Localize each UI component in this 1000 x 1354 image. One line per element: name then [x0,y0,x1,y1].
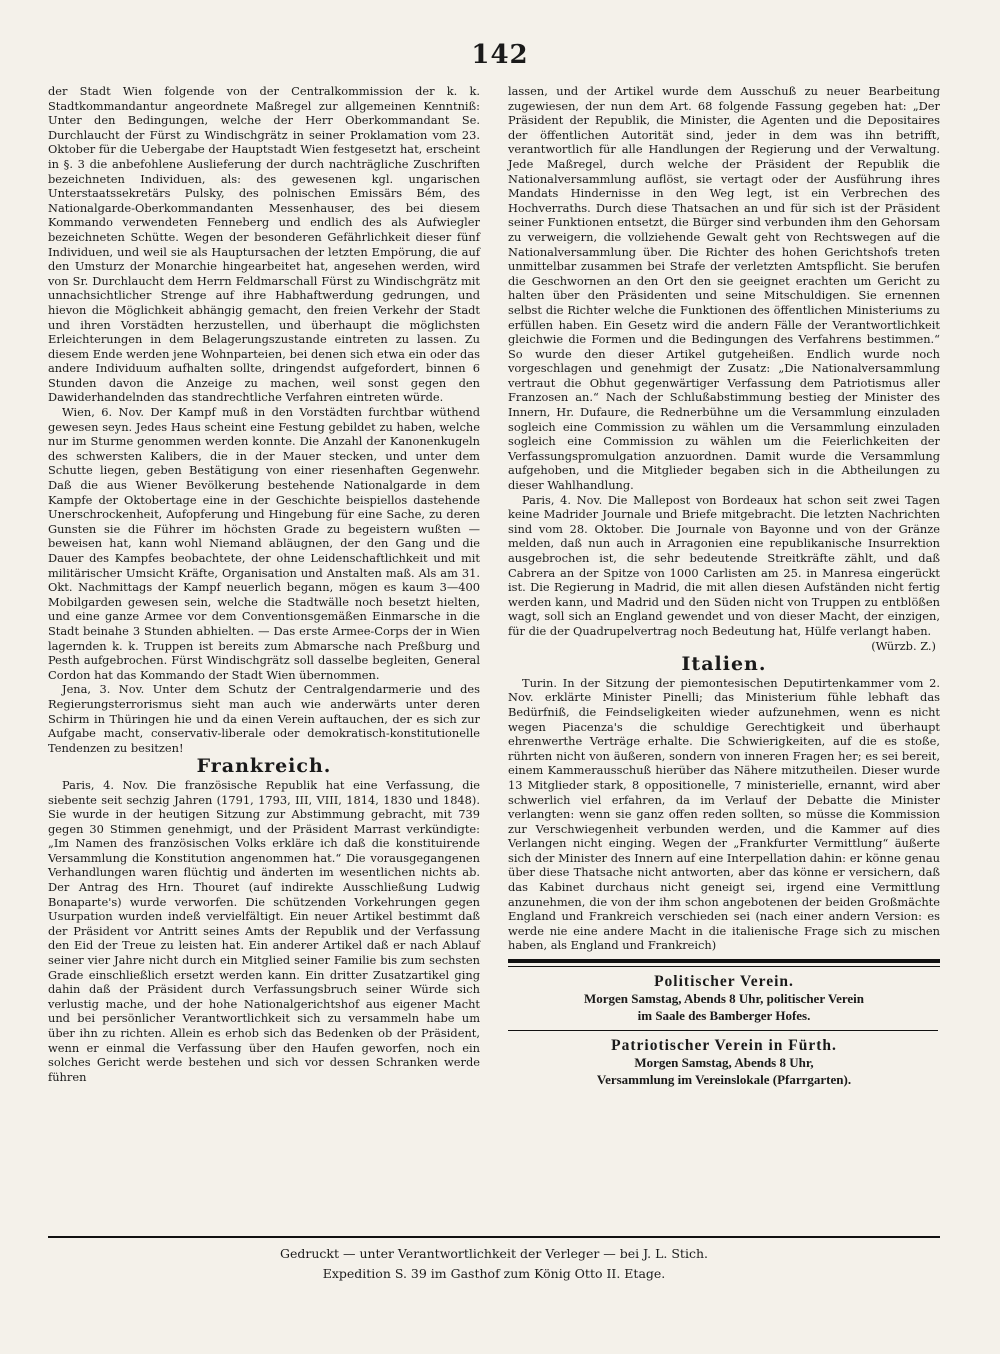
imprint-printer: Gedruckt — unter Verantwortlichkeit der Verleger — bei J. L. Stich. [280,1246,708,1261]
article-paris-continued: lassen, und der Artikel wurde dem Ausschuß zu neuer Bearbeitung zugewiesen, der nun dem Art. 68 folgende Fassung gegeben hat: „Der Präsident der Republik, die Minister, die Agenten und die Depositaires der öffentlichen Autorität sind, jeder in dem was ihn betrifft, verantwortlich für alle Handlungen der Regierung und der Verwaltung. Jede Maßregel, durch welche der Präsident der Republik die Nationalversammlung auflöst, sie vertagt oder der Ausführung ihres Mandats Hindernisse in den Weg legt, ist ein Verbrechen des Hochverraths. Durch diese Thatsachen an und für sich ist der Präsident seiner Funktionen entsetzt, die Bürger sind verbunden ihm den Gehorsam zu verweigern, die vollziehende Gewalt geht von Rechtswegen auf die Nationalversammlung über. Die Richter des hohen Gerichtshofs treten unmittelbar zusammen bei Strafe der verletzten Amtspflicht. Sie berufen die Geschwornen an den Ort den sie geeignet erachten um Gericht zu halten über den Präsidenten und seine Mitschuldigen. Sie ernennen selbst die Richter welche die Funktionen des öffentlichen Ministeriums zu erfüllen haben. Ein Gesetz wird die andern Fälle der Verantwortlichkeit gleichwie die Formen und die Bedingungen des Verfahrens bestimmen.“ So wurde den dieser Artikel gutgeheißen. Endlich wurde noch vorgeschlagen und genehmigt der Zusatz: „Die Nationalversammlung vertraut die Obhut gegenwärtiger Verfassung dem Patriotismus aller Franzosen an.“ Nach der Schlußabstimmung bestieg der Minister des Innern, Hr. Dufaure, die Rednerbühne um die Versammlung einzuladen sogleich eine Commission zu wählen um die Versammlung einzuladen sogleich eine Commission zu wählen um die Feierlichkeiten der Verfassungspromulgation anzuordnen. Damit wurde die Versammlung aufgehoben, und die Mitglieder begaben sich in die Abtheilungen zu dieser Wahlhandlung. [508,84,940,493]
page-number: 142 [471,40,529,70]
announcement-line: Morgen Samstag, Abends 8 Uhr, [634,1055,814,1071]
ad-divider-thick [508,959,940,963]
imprint-divider [48,1236,940,1238]
ad-divider-thin [508,966,940,967]
source-signature: (Würzb. Z.) [871,638,936,653]
article-vienna-nov6: Wien, 6. Nov. Der Kampf muß in den Vorstädten furchtbar wüthend gewesen seyn. Jedes Haus scheint eine Festung gebildet zu haben, welche nur im Sturme genommen werden konnte. Die Anzahl der Kanonenkugeln des schwersten Kalibers, die in der Mauer stecken, und unter dem Schutte liegen, geben Bestätigung von einer riesenhaften Gegenwehr. Daß die aus Wiener Bevölkerung bestehende Nationalgarde in dem Kampfe der Oktobertage eine in der Geschichte beispiellos dastehende Unerschrockenheit, Aufopferung und Hingebung für eine Sache, zu deren Gunsten sie die Führer im höchsten Grade zu begeistern wußten — beweisen hat, kann wohl Niemand abläugnen, der den Gang und die Dauer des Kampfes beobachtete, der ohne Leidenschaftlichkeit und mit militärischer Umsicht Kräfte, Organisation und Anstalten maß. Als am 31. Okt. Nachmittags der Kampf neuerlich begann, mögen es kaum 3—400 Mobilgarden gewesen sein, welche die Stadtwälle noch besetzt hielten, und eine ganze Armee vor dem Conventionsgemäßen Einmarsche in die Stadt beinahe 3 Stunden abhielten. — Das erste Armee-Corps der in Wien lagernden k. k. Truppen ist bereits zum Abmarsche nach Preßburg und Pesth aufgebrochen. Fürst Windischgrätz soll dasselbe begleiten, General Cordon hat das Kommando der Stadt Wien übernommen. [48,405,480,682]
right-column [508,84,940,1088]
announcement-divider [508,1030,938,1031]
article-turin: Turin. In der Sitzung der piemontesischen Deputirtenkammer vom 2. Nov. erklärte Minister Pinelli; das Ministerium fühle lebhaft das Bedürfniß, die Feindseligkeiten wieder aufzunehmen, wenn es nicht wegen Piacenza's die schuldige Gerechtigkeit und überhaupt ehrenwerthe Verträge erhalte. Die Schwierigkeiten, auf die es stoße, rührten nicht von äußeren, sondern von inneren Fragen her; es sei bereit, einem Kammerausschuß hierüber das Nähere mitzutheilen. Dieser wurde 13 Mitglieder stark, 8 oppositionelle, 7 ministerielle, ernannt, wird aber schwerlich viel erfahren, da im Verlauf der Debatte die Minister verlangten: wenn sie ganz offen reden sollten, so müsse die Kommission zur Verschwiegenheit verbunden werden, und die Kammer auf dies Verlangen nicht einging. Wegen der „Frankfurter Vermittlung“ äußerte sich der Minister des Innern auf eine Interpellation dahin: er könne genau über diese Thatsache nicht antworten, aber das könne er versichern, daß das Kabinet durchaus nicht geneigt sei, irgend eine Vermittlung anzunehmen, die von der ihm schon angebotenen der beiden Großmächte England und Frankreich verschieden sei (nach einer andern Version: es werde nie eine andere Macht in die italienische Frage sich zu mischen haben, als England und Frankreich) [508,675,940,953]
article-paris-constitution: Paris, 4. Nov. Die französische Republik hat eine Verfassung, die siebente seit sechzig Jahren (1791, 1793, III, VIII, 1814, 1830 und 1848). Sie wurde in der heutigen Sitzung zur Abstimmung gebracht, mit 739 gegen 30 Stimmen genehmigt, und der Präsident Marrast verkündigte: „Im Namen des französischen Volks erkläre ich daß die konstituirende Versammlung die Konstitution angenommen hat.“ Die vorausgegangenen Verhandlungen waren flüchtig und änderten im wesentlichen nichts ab. Der Antrag des Hrn. Thouret (auf indirekte Ausschließung Ludwig Bonaparte's) wurde verworfen. Die schützenden Vorkehrungen gegen Usurpation wurden indeß vervielfältigt. Ein neuer Artikel bestimmt daß der Präsident vor Antritt seines Amts der Republik und der Verfassung den Eid der Treue zu leisten hat. Ein anderer Artikel daß er nach Ablauf seiner vier Jahre nicht durch ein Mitglied seiner Familie bis zum sechsten Grade einschließlich ersetzt werden kann. Ein dritter Zusatzartikel ging dahin daß der Präsident durch Verfassungsbruch seiner Würde sich verlustig mache, und der hohe Nationalgerichtshof aus eigener Macht und bei persönlicher Verantwortlichkeit sich zu versammeln habe um über ihn zu richten. Allein es erhob sich das Bedenken ob der Präsident, wenn er einmal die Verfassung über den Haufen geworfen, noch ein solches Gericht werde bestehen und sich vor dessen Schranken werde führen [48,777,480,1084]
announcement-line: Morgen Samstag, Abends 8 Uhr, politischer Verein [583,991,864,1007]
announcement-line: Versammlung im Vereinslokale (Pfarrgarten). [596,1072,852,1088]
article-vienna-proclamation: der Stadt Wien folgende von der Centralkommission der k. k. Stadtkommandantur angeordnete Maßregel zur allgemeinen Kenntniß: Unter den Bedingungen, welche der Herr Oberkommandant Se. Durchlaucht der Fürst zu Windischgrätz in seiner Proklamation vom 23. Oktober für die Uebergabe der Hauptstadt Wien festgesetzt hat, erscheint in §. 3 die anbefohlene Auslieferung der durch nachträgliche Zuschriften bezeichneten Individuen, als: des gewesenen kgl. ungarischen Unterstaatssekretärs Pulsky, des polnischen Emissärs Bém, des Nationalgarde-Oberkommandanten Messenhauser, des bei diesem Kommando verwendeten Fenneberg und endlich des als Aufwiegler bezeichneten Schütte. Wegen der besonderen Gefährlichkeit dieser fünf Individuen, und weil sie als Hauptursachen der letzten Empörung, die auf den Umsturz der Monarchie hingearbeitet hat, angesehen werden, wird von Sr. Durchlaucht dem Herrn Feldmarschall Fürst zu Windischgrätz mit unnachsichtlicher Strenge auf ihre Habhaftwerdung gedrungen, und hievon die Möglichkeit abhängig gemacht, den freien Verkehr der Stadt und ihren Vorstädten herzustellen, und überhaupt die möglichsten Erleichterungen in dem Belagerungszustande eintreten zu lassen. Zu diesem Ende werden jene Wohnparteien, bei denen sich etwa ein oder das andere Individuum aufhalten sollte, dringendst aufgefordert, binnen 6 Stunden davon die Anzeige zu machen, weil sonst gegen den Dawiderhandelnden das standrechtliche Verfahren eintreten würde. [48,84,480,405]
announcement-title: Politischer Verein. [654,973,794,991]
announcement-line: im Saale des Bamberger Hofes. [637,1008,811,1024]
announcement-political-club [508,973,940,1024]
article-paris-madrid: Paris, 4. Nov. Die Mallepost von Bordeaux hat schon seit zwei Tagen keine Madrider Journale und Briefe mitgebracht. Die letzten Nachrichten sind vom 28. Oktober. Die Journale von Bayonne und von der Gränze melden, daß nun auch in Arragonien eine republikanische Insurrektion ausgebrochen ist, die sehr bedeutende Streitkräfte zählt, und daß Cabrera an der Spitze von 1000 Carlisten am 25. in Manresa eingerückt ist. Die Regierung in Madrid, die mit allen diesen Aufständen nicht fertig werden kann, und Madrid und den Süden nicht von Truppen zu entblößen wagt, soll sich an England gewendet und von dieser Macht, der einzigen, für die der Quadrupelvertrag noch Bedeutung hat, Hülfe verlangt haben. [508,492,940,638]
left-column [48,84,480,1084]
announcement-title: Patriotischer Verein in Fürth. [611,1037,837,1055]
imprint-expedition: Expedition S. 39 im Gasthof zum König Otto II. Etage. [322,1266,666,1281]
section-heading-france: Frankreich. [196,755,332,778]
article-jena: Jena, 3. Nov. Unter dem Schutz der Centralgendarmerie und des Regierungsterrorismus sieht man auch wie anderwärts unter deren Schirm in Thüringen hie und da einen Verein auftauchen, der es sich zur Aufgabe macht, conservativ-liberale oder demokratisch-konstitutionelle Tendenzen zu besitzen! [48,682,480,755]
section-heading-italy: Italien. [681,653,767,676]
announcement-patriotic-club [508,1037,940,1088]
